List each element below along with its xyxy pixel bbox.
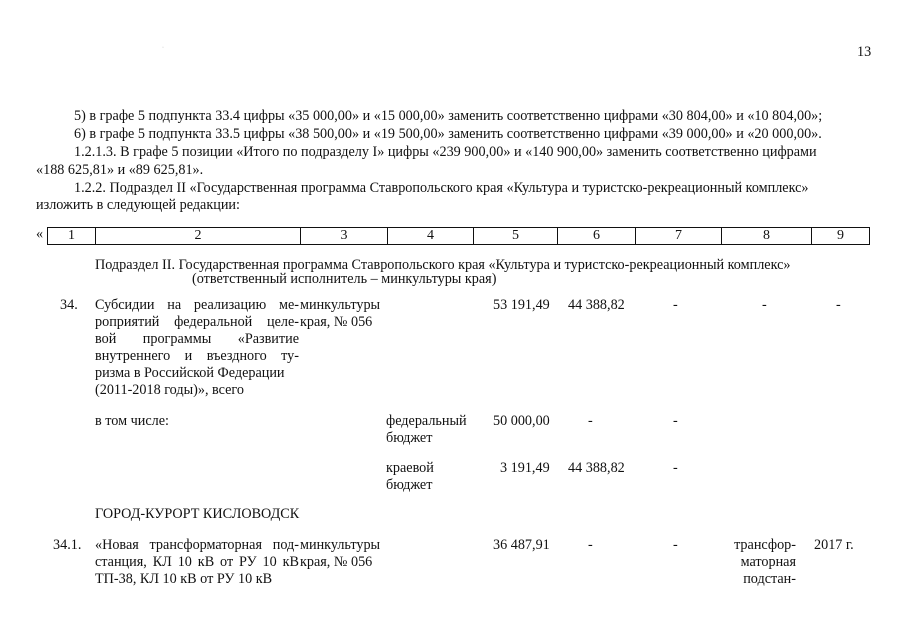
column-number: 4: [388, 228, 474, 245]
item-executor: [300, 297, 380, 331]
budget-line: краевой: [386, 460, 434, 476]
paragraph-1-2-2: 1.2.2. Подраздел II «Государственная программа Ставропольского края «Культура и туристско-рекреационный комплекс»: [74, 180, 809, 196]
col8-line: трансфор-: [734, 537, 796, 553]
item-col9-value: 2017 г.: [814, 537, 854, 553]
executor-line: минкультуры: [300, 297, 381, 313]
paragraph-1-2-1-3-cont: «188 625,81» и «89 625,81».: [36, 162, 204, 178]
item-number: 34.: [60, 297, 78, 313]
item-name-line: роприятий федеральной целе-: [95, 314, 299, 330]
item-name-line: ТП-38, КЛ 10 кВ от РУ 10 кВ: [95, 571, 273, 587]
city-heading: ГОРОД-КУРОРТ КИСЛОВОДСК: [95, 506, 300, 522]
item-name-line: Субсидии на реализацию ме-: [95, 297, 299, 313]
regional-col6-value: 44 388,82: [568, 460, 625, 476]
executor-line: края, № 056: [300, 554, 373, 570]
budget-line: бюджет: [386, 477, 433, 493]
paragraph-5: 5) в графе 5 подпункта 33.4 цифры «35 000,00» и «15 000,00» заменить соответственно цифрами «30 804,00» и «10 804,00»;: [74, 108, 823, 124]
page-number: 13: [857, 44, 872, 60]
column-number: 3: [301, 228, 388, 245]
item-col5-value: 36 487,91: [493, 537, 550, 553]
federal-col6-value: -: [588, 413, 593, 429]
federal-col7-value: -: [673, 413, 678, 429]
scan-speck: ·: [162, 45, 164, 51]
federal-budget-label: [386, 413, 467, 447]
column-number: 9: [812, 228, 870, 245]
item-name: [95, 297, 299, 399]
col8-line: подстан-: [743, 571, 796, 587]
regional-col5-value: 3 191,49: [500, 460, 550, 476]
regional-col7-value: -: [673, 460, 678, 476]
regional-budget-label: [386, 460, 434, 494]
column-number: 7: [636, 228, 722, 245]
column-number: 5: [474, 228, 558, 245]
item-name-line: внутреннего и въездного ту-: [95, 348, 299, 364]
column-number-row: [47, 227, 870, 245]
executor-line: края, № 056: [300, 314, 373, 330]
item-name-line: ризма в Российской Федерации: [95, 365, 285, 381]
budget-line: федеральный: [386, 413, 467, 429]
item-col8-value: -: [762, 297, 767, 313]
budget-line: бюджет: [386, 430, 433, 446]
item-name-line: «Новая трансформаторная под-: [95, 537, 299, 553]
col8-line: маторная: [740, 554, 796, 570]
federal-col5-value: 50 000,00: [493, 413, 550, 429]
item-col6-value: -: [588, 537, 593, 553]
paragraph-6: 6) в графе 5 подпункта 33.5 цифры «38 500,00» и «19 500,00» заменить соответственно цифрами «39 000,00» и «20 000,00».: [74, 126, 822, 142]
item-executor: [300, 537, 380, 571]
item-col8-value: [728, 537, 796, 588]
item-col5-value: 53 191,49: [493, 297, 550, 313]
column-number: 6: [558, 228, 636, 245]
column-number: 1: [48, 228, 96, 245]
item-col7-value: -: [673, 537, 678, 553]
paragraph-1-2-2-cont: изложить в следующей редакции:: [36, 197, 240, 213]
item-name-line: вой программы «Развитие: [95, 331, 299, 347]
paragraph-1-2-1-3: 1.2.1.3. В графе 5 позиции «Итого по подразделу I» цифры «239 900,00» и «140 900,00» заменить соответственно цифрами: [74, 144, 817, 160]
item-name-line: (2011-2018 годы)», всего: [95, 382, 244, 398]
item-name-line: станция, КЛ 10 кВ от РУ 10 кВ: [95, 554, 299, 570]
item-col7-value: -: [673, 297, 678, 313]
including-label: в том числе:: [95, 413, 169, 429]
item-number: 34.1.: [53, 537, 82, 553]
executor-line: минкультуры: [300, 537, 381, 553]
column-number: 8: [722, 228, 812, 245]
column-number: 2: [96, 228, 301, 245]
item-col9-value: -: [836, 297, 841, 313]
subsection-title: Подраздел II. Государственная программа Ставропольского края «Культура и туристско-рекреационный комплекс»: [95, 257, 791, 273]
opening-quote: «: [36, 226, 44, 242]
subsection-executor: (ответственный исполнитель – минкультуры края): [192, 271, 497, 287]
item-name: [95, 537, 299, 588]
item-col6-value: 44 388,82: [568, 297, 625, 313]
